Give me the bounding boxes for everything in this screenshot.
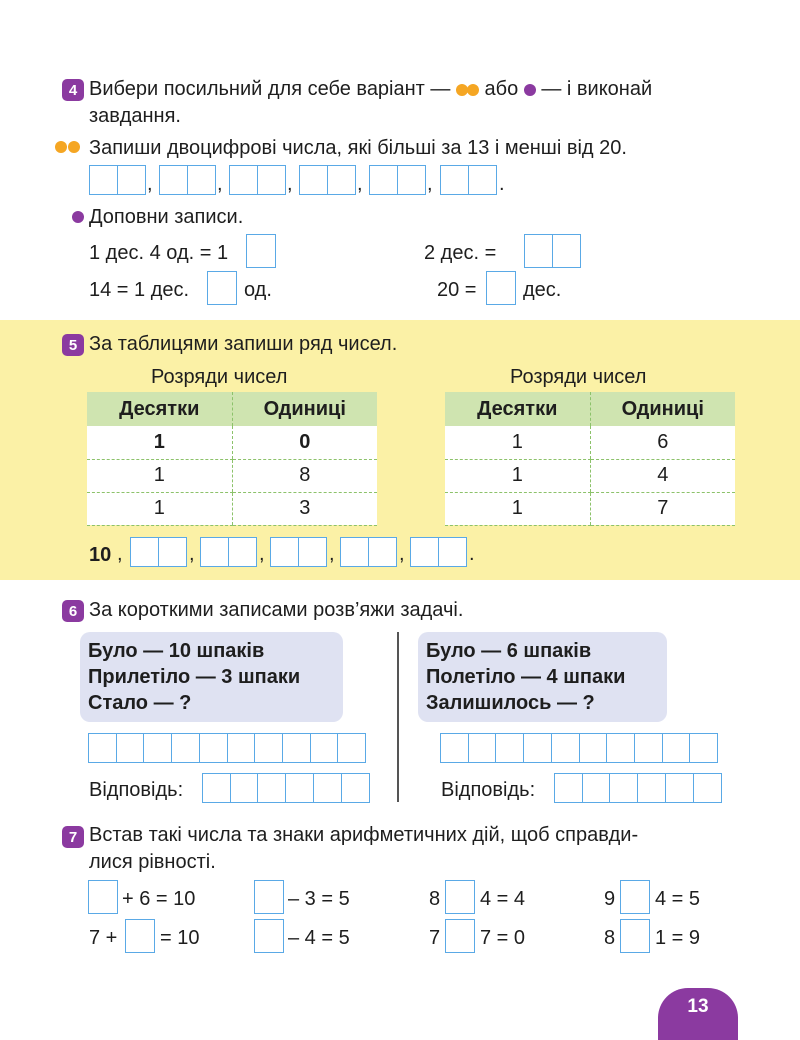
- comma: ,: [287, 173, 293, 195]
- r1-expr-1: + 6 = 10: [122, 888, 196, 910]
- note-line: Було — 6 шпаків: [426, 640, 592, 662]
- r2-expr-2: – 4 = 5: [288, 927, 350, 949]
- cell: 8: [232, 459, 377, 492]
- task-5-badge: 5: [62, 334, 84, 356]
- answer-box-1[interactable]: [89, 165, 146, 195]
- r1-box-3[interactable]: [445, 880, 475, 914]
- r1-box-4[interactable]: [620, 880, 650, 914]
- equation-3-unit: од.: [244, 279, 272, 301]
- r1-box-1[interactable]: [88, 880, 118, 914]
- table-row: [445, 426, 735, 459]
- problem-left-note: [80, 632, 343, 722]
- cell: 3: [232, 492, 377, 525]
- r2-box-4[interactable]: [620, 919, 650, 953]
- task-7-instruction-line1: Встав такі числа та знаки арифметичних дій, щоб справди-: [89, 824, 639, 846]
- answer-label-left: Відповідь:: [89, 779, 184, 801]
- divider: [397, 632, 399, 802]
- cell: 1: [445, 426, 590, 459]
- note-line: Прилетіло — 3 шпаки: [88, 666, 301, 688]
- task-6-instruction: За короткими записами розв’яжи задачі.: [89, 599, 464, 621]
- comma: ,: [399, 543, 405, 565]
- note-line: Було — 10 шпаків: [88, 640, 265, 662]
- table-right: [445, 392, 735, 526]
- r2-expr-4b: 1 = 9: [655, 927, 701, 949]
- equation-2-text: 2 дес. =: [424, 242, 497, 264]
- cell: 7: [590, 492, 735, 525]
- comma: ,: [259, 543, 265, 565]
- equation-4-text: 20 =: [437, 279, 477, 301]
- r1-expr-3b: 4 = 4: [480, 888, 526, 910]
- answer-label-right: Відповідь:: [441, 779, 536, 801]
- series-box-5[interactable]: [410, 537, 467, 567]
- answer-box-4[interactable]: [299, 165, 356, 195]
- comma: ,: [217, 173, 223, 195]
- header-units: Одиниці: [590, 392, 735, 426]
- solution-grid-left[interactable]: [88, 733, 366, 763]
- problem-right-note: [418, 632, 667, 722]
- comma: ,: [427, 173, 433, 195]
- r1-expr-4b: 4 = 5: [655, 888, 701, 910]
- answer-box-2[interactable]: [159, 165, 216, 195]
- period: .: [469, 543, 475, 565]
- series-box-1[interactable]: [130, 537, 187, 567]
- r2-expr-4a: 8: [604, 927, 616, 949]
- comma: ,: [147, 173, 153, 195]
- table-row: [445, 492, 735, 525]
- page-number: 13: [658, 988, 738, 1040]
- cell: 1: [87, 459, 232, 492]
- instruction-part-a: Вибери посильний для себе варіант —: [89, 78, 451, 100]
- purple-dot-icon: [524, 84, 536, 96]
- table-header-row: [445, 392, 735, 426]
- task-4-badge: 4: [62, 79, 84, 101]
- r2-box-3[interactable]: [445, 919, 475, 953]
- cell: 6: [590, 426, 735, 459]
- r1-expr-3a: 8: [429, 888, 441, 910]
- r2-expr-3b: 7 = 0: [480, 927, 526, 949]
- table-row: [87, 492, 377, 525]
- header-tens: Десятки: [87, 392, 232, 426]
- orange-double-dot-icon: [456, 78, 479, 100]
- task-4-instruction-line1: [89, 76, 652, 102]
- header-units: Одиниці: [232, 392, 377, 426]
- instruction-part-b: або: [484, 78, 519, 100]
- variant-b-title: Доповни записи.: [89, 206, 244, 228]
- cell: 1: [445, 492, 590, 525]
- equation-2-box[interactable]: [524, 234, 581, 268]
- r2-box-1[interactable]: [125, 919, 155, 953]
- equation-3-text: 14 = 1 дес.: [89, 279, 190, 301]
- r2-box-2[interactable]: [254, 919, 284, 953]
- r1-box-2[interactable]: [254, 880, 284, 914]
- task-7-badge: 7: [62, 826, 84, 848]
- r2-expr-3a: 7: [429, 927, 441, 949]
- comma: ,: [329, 543, 335, 565]
- r2-expr-1a: 7 +: [89, 927, 118, 949]
- series-start: 10: [89, 544, 112, 566]
- header-tens: Десятки: [445, 392, 590, 426]
- answer-grid-right[interactable]: [554, 773, 722, 803]
- table-left-caption: Розряди чисел: [151, 366, 288, 388]
- variant-a-text: Запиши двоцифрові числа, які більші за 13 і менші від 20.: [89, 137, 627, 159]
- table-left: [87, 392, 377, 526]
- series-box-2[interactable]: [200, 537, 257, 567]
- task-6-badge: 6: [62, 600, 84, 622]
- r2-expr-1b: = 10: [160, 927, 200, 949]
- table-right-caption: Розряди чисел: [510, 366, 647, 388]
- answer-box-6[interactable]: [440, 165, 497, 195]
- equation-1-text: 1 дес. 4 од. = 1: [89, 242, 229, 264]
- task-4-instruction-line2: завдання.: [89, 105, 181, 127]
- note-line: Полетіло — 4 шпаки: [426, 666, 626, 688]
- equation-3-box[interactable]: [207, 271, 237, 305]
- table-row: [445, 459, 735, 492]
- r1-expr-4a: 9: [604, 888, 616, 910]
- series-box-4[interactable]: [340, 537, 397, 567]
- answer-grid-left[interactable]: [202, 773, 370, 803]
- table-row: [87, 426, 377, 459]
- cell: 1: [87, 426, 232, 459]
- answer-box-5[interactable]: [369, 165, 426, 195]
- equation-4-unit: дес.: [523, 279, 562, 301]
- cell: 1: [87, 492, 232, 525]
- cell: 0: [232, 426, 377, 459]
- table-row: [87, 459, 377, 492]
- answer-box-3[interactable]: [229, 165, 286, 195]
- comma: ,: [117, 543, 123, 565]
- solution-grid-right[interactable]: [440, 733, 718, 763]
- comma: ,: [189, 543, 195, 565]
- series-box-3[interactable]: [270, 537, 327, 567]
- task-7-instruction-line2: лися рівності.: [89, 851, 216, 873]
- equation-1-box[interactable]: [246, 234, 276, 268]
- instruction-part-c: — і виконай: [541, 78, 653, 100]
- r1-expr-2: – 3 = 5: [288, 888, 350, 910]
- task-5-instruction: За таблицями запиши ряд чисел.: [89, 333, 398, 355]
- variant-b-purple-dot-icon: [72, 211, 84, 223]
- cell: 1: [445, 459, 590, 492]
- equation-4-box[interactable]: [486, 271, 516, 305]
- comma: ,: [357, 173, 363, 195]
- note-line: Стало — ?: [88, 692, 192, 714]
- period: .: [499, 173, 505, 195]
- note-line: Залишилось — ?: [426, 692, 595, 714]
- cell: 4: [590, 459, 735, 492]
- table-header-row: [87, 392, 377, 426]
- variant-a-orange-dots-icon: [55, 141, 80, 153]
